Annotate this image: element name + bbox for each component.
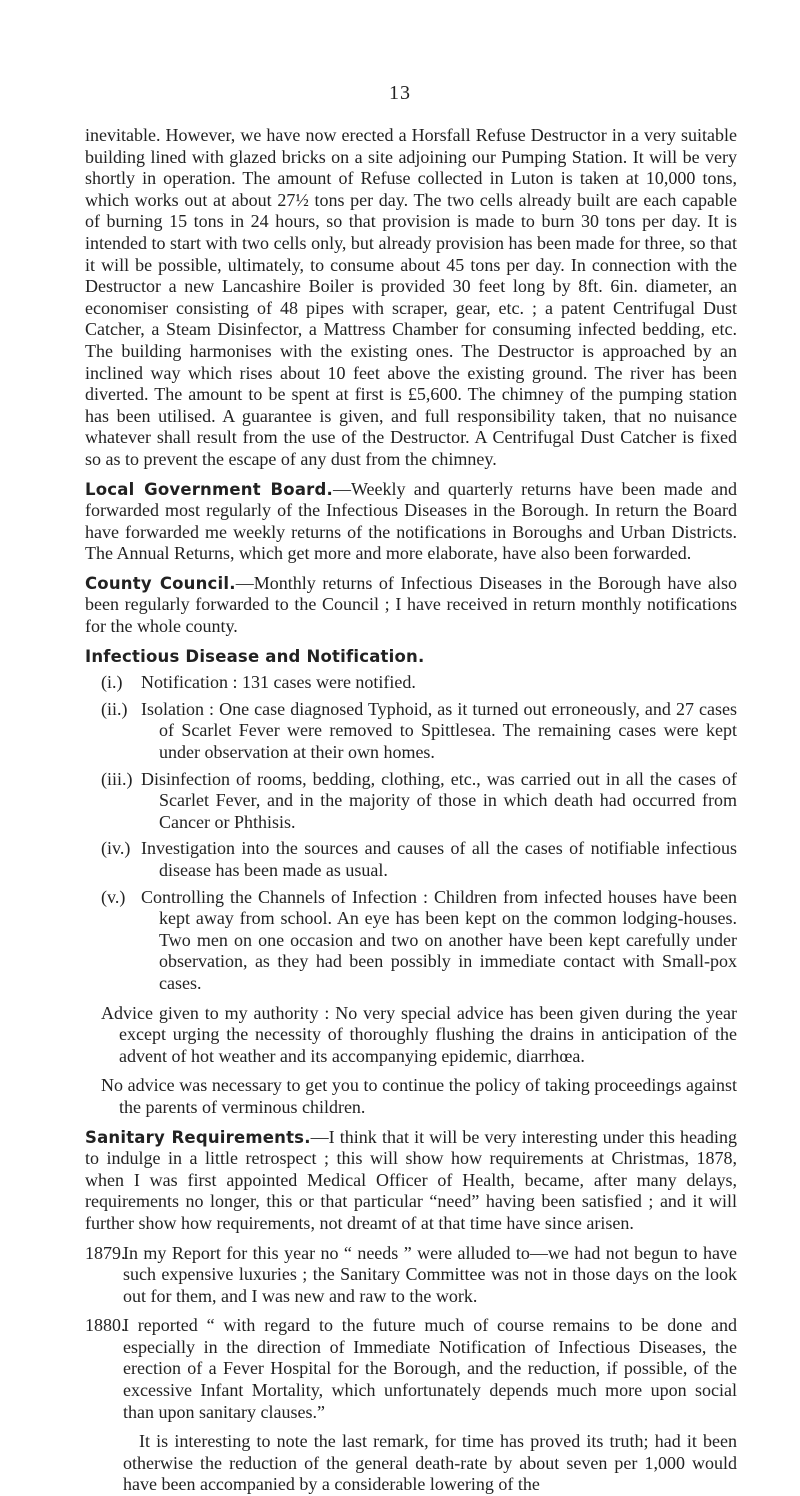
local-government-paragraph xyxy=(85,479,737,565)
intro-paragraph: inevitable. However, we have now erected a Horsfall Refuse Destructor in a very suitable building lined with glazed bricks on a site adjoining our Pumping Station. It will be very shortly in operation. The amount of Refuse collected in Luton is taken at 10,000 tons, which works out at about 27½ tons per day. The two cells already built are each capable of burning 15 tons in 24 hours, so that provision is made to burn 30 tons per day. It is intended to start with two cells only, but already provision has been made for three, so that it will be possible, ultimately, to consume about 45 tons per day. In connection with the Destructor a new Lancashire Boiler is provided 30 feet long by 8ft. 6in. diameter, an economiser consisting of 48 pipes with scraper, gear, etc. ; a patent Centrifugal Dust Catcher, a Steam Disinfector, a Mattress Chamber for consuming infected bedding, etc. The building harmonises with the existing ones. The Destructor is approached by an inclined way which rises about 10 feet above the existing ground. The river has been diverted. The amount to be spent at first is £5,600. The chimney of the pumping station has been utilised. A guarantee is given, and full responsibility taken, that no nuisance whatever shall result from the use of the Destructor. A Centrifugal Dust Catcher is fixed so as to prevent the escape of any dust from the chimney. xyxy=(85,125,737,469)
list-item-number: (iii.) xyxy=(101,768,133,789)
page-number: 13 xyxy=(389,82,411,104)
year-label: 1879. xyxy=(85,1242,126,1263)
list-item-number: (iv.) xyxy=(101,838,131,859)
closing-block xyxy=(85,1431,737,1496)
year-entry xyxy=(85,1315,737,1423)
year-text: In my Report for this year no “ needs ” were alluded to—we had not begun to have such expensive luxuries ; the Sanitary Committee was not in those days on the look out for them, and I was new and raw to the work. xyxy=(123,1242,737,1306)
infectious-list xyxy=(85,672,737,1118)
list-item xyxy=(101,769,737,834)
sanitary-heading: Sanitary Requirements. xyxy=(85,1127,311,1147)
list-item-text: Notification : 131 cases were notified. xyxy=(141,672,416,693)
list-item-text: Isolation : One case diagnosed Typhoid, as it turned out erroneously, and 27 cases of Scarlet Fever were removed to Spittlesea. The remaining cases were kept under observation at their own homes. xyxy=(141,698,737,763)
no-advice-paragraph: No advice was necessary to get you to continue the policy of taking proceedings against the parents of verminous children. xyxy=(101,1075,737,1117)
year-label: 1880. xyxy=(85,1315,126,1336)
county-council-paragraph xyxy=(85,573,737,638)
closing-paragraph: It is interesting to note the last remark, for time has proved its truth; had it been otherwise the reduction of the general death-rate by about seven per 1,000 would have been accompanied by a considerable lowering of the xyxy=(123,1431,737,1495)
list-item-number: (i.) xyxy=(101,672,123,693)
list-item-text: Investigation into the sources and causes of all the cases of notifiable infectious disease has been made as usual. xyxy=(141,838,737,880)
county-council-heading: County Council. xyxy=(85,573,236,593)
body-text xyxy=(85,125,737,1496)
list-item xyxy=(101,887,737,995)
list-item-text: Controlling the Channels of Infection : Children from infected houses have been kept away from school. An eye has been kept on the common lodging-houses. Two men on one occasion and two on another have been kept carefully under observation, as they had been possibly in immediate contact with Small-pox cases. xyxy=(141,886,737,993)
year-text: I reported “ with regard to the future much of course remains to be done and especially in the direction of Immediate Notification of Infectious Diseases, the erection of a Fever Hospital for the Borough, and the reduction, if possible, of the excessive Infant Mortality, which unfortunately depends much more upon social than upon sanitary clauses.” xyxy=(123,1315,737,1422)
sanitary-text: —I think that it will be very interesting under this heading to indulge in a little retrospect ; this will show how requirements at Christmas, 1878, when I was first appointed Medical Officer of Health, became, after many delays, requirements no longer, this or that particular “need” having been satisfied ; and it will further show how requirements, not dreamt of at that time have since arisen. xyxy=(85,1126,737,1233)
local-government-text: —Weekly and quarterly returns have been made and forwarded most regularly of the Infectious Diseases in the Borough. In return the Board have forwarded me weekly returns of the notifications in Boroughs and Urban Districts. The Annual Returns, which get more and more elaborate, have also been forwarded. xyxy=(85,478,737,564)
county-council-text: —Monthly returns of Infectious Diseases in the Borough have also been regularly forwarded to the Council ; I have received in return monthly notifications for the whole county. xyxy=(85,572,738,637)
local-government-heading: Local Government Board. xyxy=(85,479,333,499)
list-item-number: (v.) xyxy=(101,886,126,907)
infectious-disease-heading: Infectious Disease and Notification. xyxy=(85,646,425,666)
list-item xyxy=(101,838,737,881)
list-item xyxy=(101,699,737,764)
year-entry xyxy=(85,1243,737,1308)
list-item-text: Disinfection of rooms, bedding, clothing, etc., was carried out in all the cases of Scarlet Fever, and in the majority of those in which death had occurred from Cancer or Phthisis. xyxy=(141,768,737,832)
list-item-number: (ii.) xyxy=(101,698,128,719)
advice-paragraph: Advice given to my authority : No very special advice has been given during the year except urging the necessity of thoroughly flushing the drains in anticipation of the advent of hot weather and its accompanying epidemic, diarrhœa. xyxy=(101,1002,737,1066)
list-item xyxy=(101,672,737,694)
infectious-disease-heading-line xyxy=(85,646,737,668)
sanitary-paragraph xyxy=(85,1127,737,1235)
